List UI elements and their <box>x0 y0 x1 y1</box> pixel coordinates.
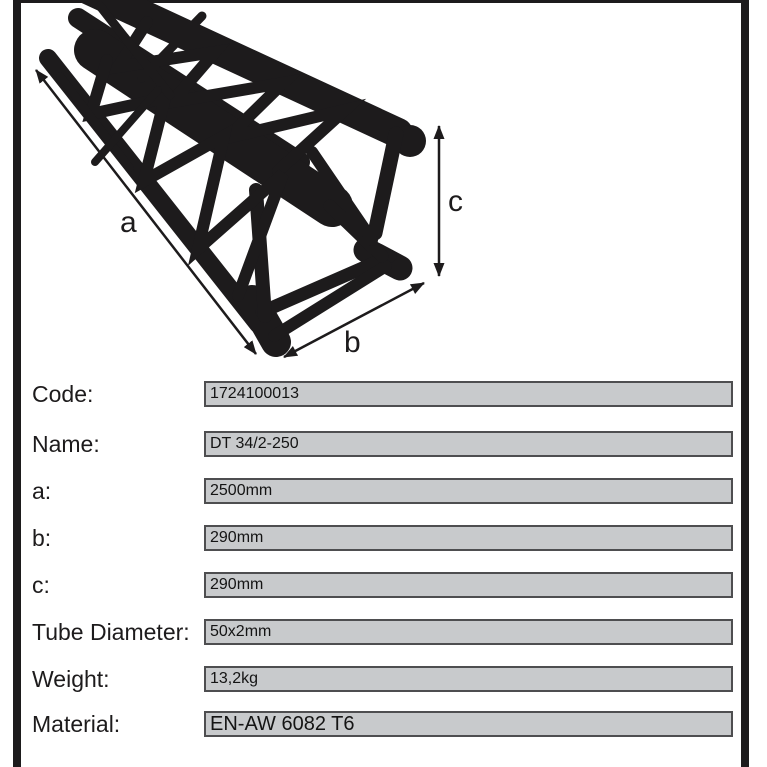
field-input-weight[interactable]: 13,2kg <box>204 666 733 692</box>
dim-label-a: a <box>120 206 137 239</box>
field-label-material: Material: <box>32 710 121 737</box>
field-input-a[interactable]: 2500mm <box>204 478 733 504</box>
row-code <box>0 381 767 407</box>
dim-label-c: c <box>448 185 463 218</box>
field-input-b[interactable]: 290mm <box>204 525 733 551</box>
field-label-b: b: <box>32 524 52 551</box>
truss-illustration <box>0 0 500 368</box>
row-a <box>0 478 767 504</box>
field-label-name: Name: <box>32 430 100 457</box>
truss-body <box>48 0 426 342</box>
field-label-code: Code: <box>32 380 94 407</box>
field-input-code[interactable]: 1724100013 <box>204 381 733 407</box>
field-label-a: a: <box>32 477 52 504</box>
field-input-tube-diameter[interactable]: 50x2mm <box>204 619 733 645</box>
row-tube-diameter <box>0 619 767 645</box>
field-input-material[interactable]: EN-AW 6082 T6 <box>204 711 733 737</box>
dim-label-b: b <box>344 326 361 359</box>
field-input-name[interactable]: DT 34/2-250 <box>204 431 733 457</box>
row-b <box>0 525 767 551</box>
row-c <box>0 572 767 598</box>
field-label-weight: Weight: <box>32 665 110 692</box>
field-label-c: c: <box>32 571 50 598</box>
row-material <box>0 711 767 737</box>
field-input-c[interactable]: 290mm <box>204 572 733 598</box>
field-label-tube-diameter: Tube Diameter: <box>32 618 190 645</box>
row-weight <box>0 666 767 692</box>
row-name <box>0 431 767 457</box>
